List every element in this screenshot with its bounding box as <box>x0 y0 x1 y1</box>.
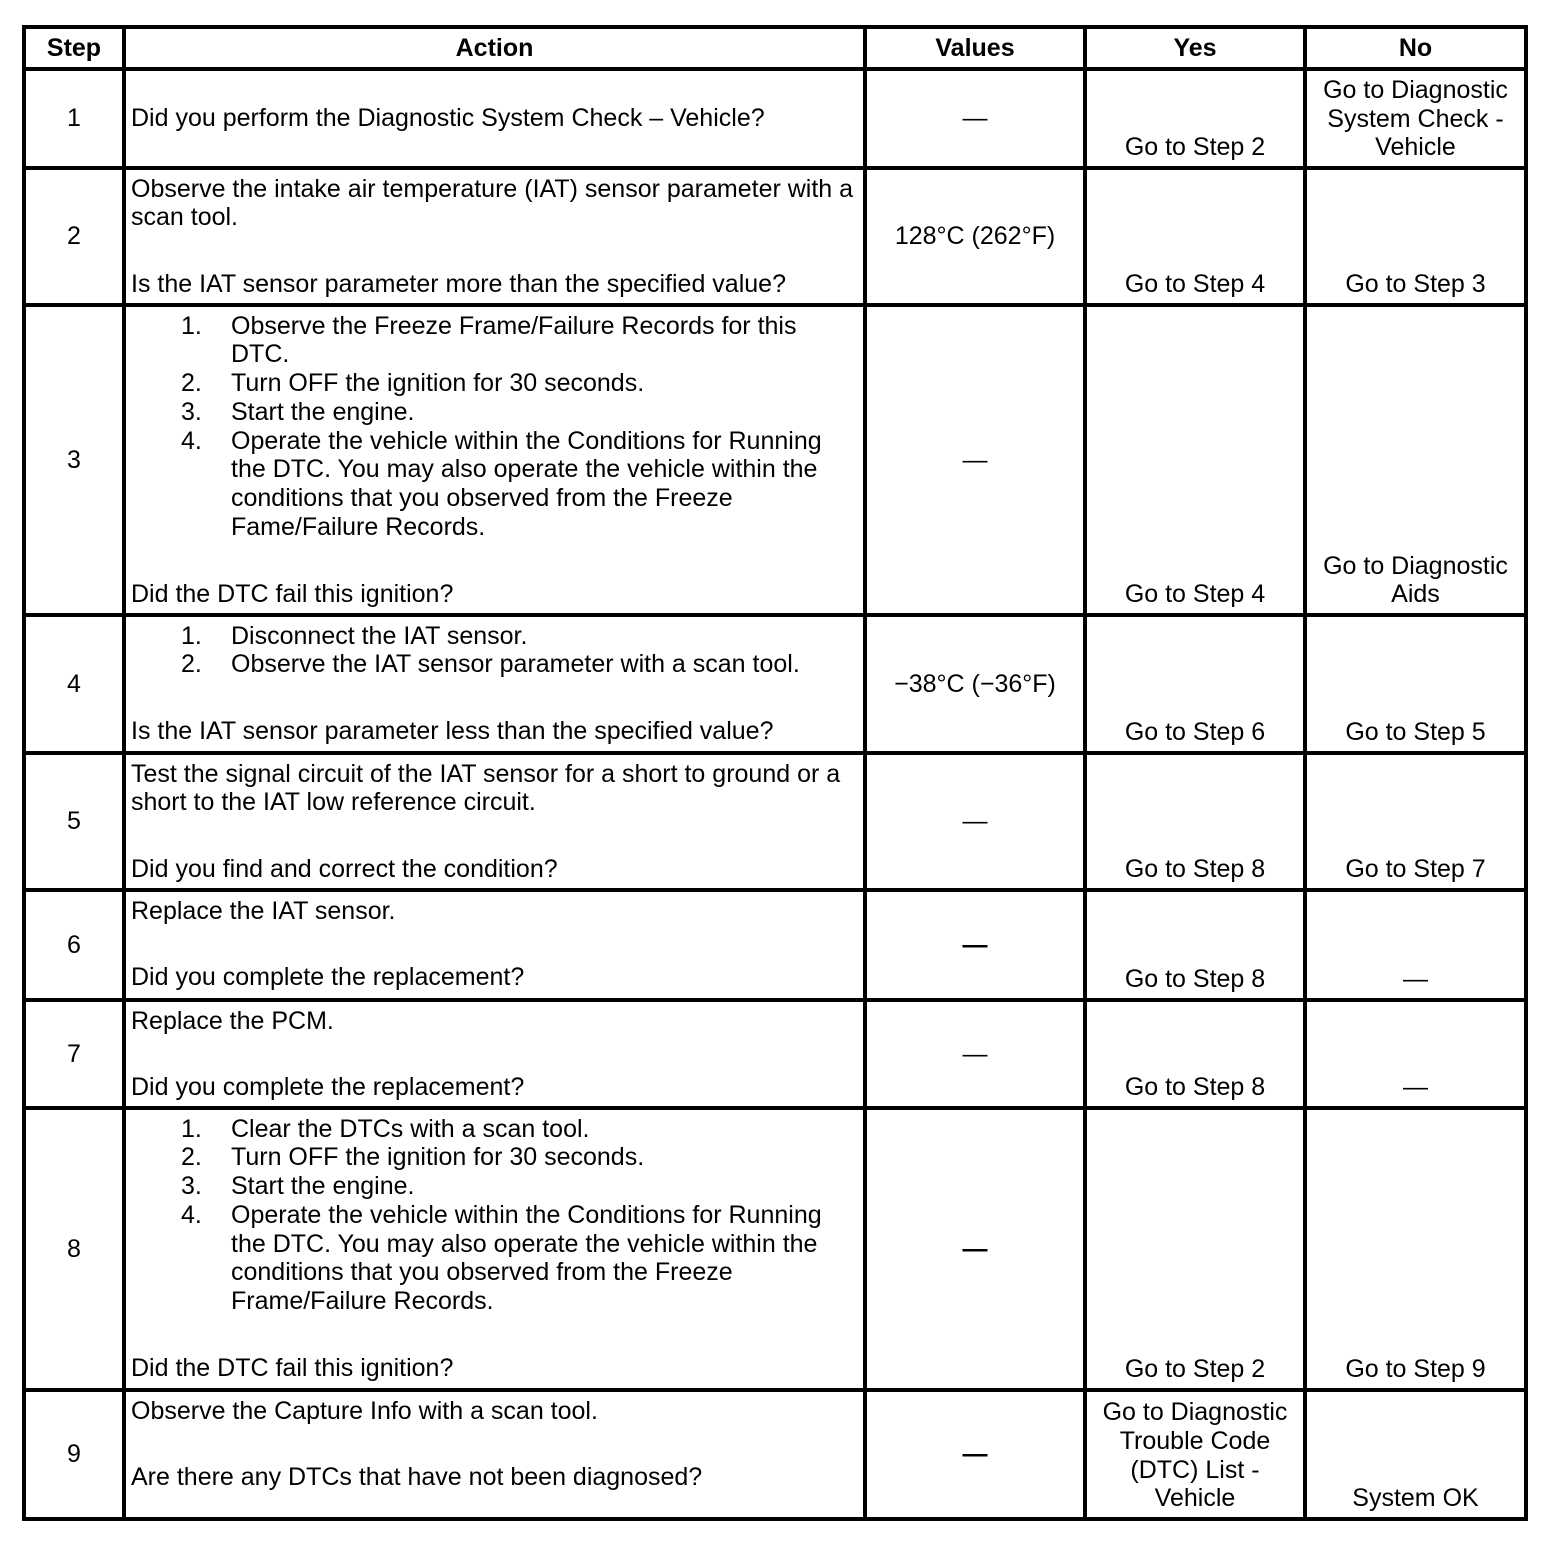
no-cell <box>1307 1392 1524 1517</box>
yes-cell <box>1087 170 1303 303</box>
list-item <box>131 369 861 398</box>
list-text: Operate the vehicle within the Conditions for Running the DTC. You may also operate the vehicle within the conditions that you observed from the Freeze Fame/Failure Records. <box>231 426 822 541</box>
yes-result: Go to Step 2 <box>1124 1355 1266 1384</box>
action-instruction: Replace the IAT sensor. <box>131 896 396 925</box>
yes-result: Go to Step 2 <box>1124 133 1266 162</box>
step-number: 5 <box>67 807 81 836</box>
no-cell <box>1307 170 1524 303</box>
yes-cell <box>1087 71 1303 166</box>
list-text: Start the engine. <box>231 397 415 426</box>
list-text: Turn OFF the ignition for 30 seconds. <box>231 1143 645 1172</box>
spec-value: — <box>962 445 988 474</box>
no-cell <box>1307 1110 1524 1388</box>
spec-value: 128°C (262°F) <box>894 222 1056 251</box>
action-cell <box>126 1392 863 1517</box>
action-cell <box>126 617 863 751</box>
no-cell <box>1307 617 1524 751</box>
yes-cell <box>1087 755 1303 888</box>
action-instruction: Observe the Capture Info with a scan tool. <box>131 1396 598 1425</box>
values-cell <box>867 755 1083 888</box>
list-text: Start the engine. <box>231 1172 415 1200</box>
action-question: Is the IAT sensor parameter less than the specified value? <box>131 717 774 745</box>
yes-cell <box>1087 307 1303 613</box>
list-item <box>131 1143 861 1172</box>
action-steps <box>131 622 861 680</box>
list-number: 1. <box>181 311 202 340</box>
step-cell <box>26 1002 122 1106</box>
action-cell <box>126 1002 863 1106</box>
yes-result: Go to Step 4 <box>1124 580 1266 609</box>
header-step: Step <box>26 29 122 67</box>
list-item <box>131 1115 861 1144</box>
list-item <box>131 312 861 370</box>
list-item <box>131 427 861 542</box>
step-cell <box>26 892 122 998</box>
list-text: Clear the DTCs with a scan tool. <box>231 1114 590 1143</box>
step-cell <box>26 1392 122 1517</box>
action-steps <box>131 312 861 542</box>
list-text: Operate the vehicle within the Conditions for Running the DTC. You may also operate the vehicle within the conditions that you observed from the Freeze Frame/Failure Records. <box>231 1200 822 1315</box>
action-instruction: Replace the PCM. <box>131 1006 334 1035</box>
step-cell <box>26 617 122 751</box>
step-cell <box>26 1110 122 1388</box>
header-yes: Yes <box>1087 29 1303 67</box>
yes-cell <box>1087 1110 1303 1388</box>
spec-value: — <box>962 1039 988 1068</box>
no-result: Go to Diagnostic Aids <box>1323 551 1508 609</box>
list-number: 1. <box>181 1114 202 1143</box>
spec-value: −38°C (−36°F) <box>894 669 1056 698</box>
list-text: Disconnect the IAT sensor. <box>231 621 528 650</box>
action-cell <box>126 755 863 888</box>
action-cell <box>126 307 863 613</box>
list-number: 4. <box>181 426 202 455</box>
step-number: 7 <box>67 1039 81 1068</box>
list-item <box>131 1201 861 1316</box>
values-cell <box>867 71 1083 166</box>
action-question: Are there any DTCs that have not been diagnosed? <box>131 1463 703 1492</box>
yes-result: Go to Step 4 <box>1124 270 1266 299</box>
values-cell <box>867 1110 1083 1388</box>
spec-value: — <box>962 1234 988 1263</box>
header-values: Values <box>867 29 1083 67</box>
step-number: 1 <box>67 104 81 133</box>
no-result: Go to Step 9 <box>1345 1355 1486 1384</box>
action-question: Did you complete the replacement? <box>131 1073 525 1102</box>
values-cell <box>867 1002 1083 1106</box>
no-cell <box>1307 1002 1524 1106</box>
yes-result: Go to Step 8 <box>1124 965 1266 994</box>
values-cell <box>867 617 1083 751</box>
values-cell <box>867 307 1083 613</box>
step-cell <box>26 307 122 613</box>
yes-result: Go to Step 6 <box>1124 718 1266 747</box>
values-cell <box>867 170 1083 303</box>
list-item <box>131 398 861 427</box>
action-instruction: Observe the intake air temperature (IAT) sensor parameter with a scan tool. <box>131 174 854 232</box>
step-number: 9 <box>67 1440 81 1469</box>
list-number: 2. <box>181 369 202 397</box>
values-cell <box>867 892 1083 998</box>
header-action: Action <box>126 29 863 67</box>
list-text: Observe the IAT sensor parameter with a scan tool. <box>231 650 800 679</box>
yes-cell <box>1087 1392 1303 1517</box>
list-number: 3. <box>181 1172 202 1200</box>
list-text: Turn OFF the ignition for 30 seconds. <box>231 369 645 397</box>
no-result: — <box>1403 965 1428 994</box>
step-number: 6 <box>67 930 81 959</box>
action-cell <box>126 1110 863 1388</box>
yes-cell <box>1087 617 1303 751</box>
step-cell <box>26 755 122 888</box>
action-cell <box>126 892 863 998</box>
yes-result: Go to Step 8 <box>1124 855 1266 884</box>
action-cell <box>126 71 863 166</box>
step-number: 4 <box>67 669 81 698</box>
action-instruction: Test the signal circuit of the IAT sensor for a short to ground or a short to the IAT low reference circuit. <box>131 759 841 817</box>
no-cell <box>1307 71 1524 166</box>
step-number: 2 <box>67 222 81 251</box>
action-question: Did you complete the replacement? <box>131 963 525 992</box>
no-result: Go to Diagnostic System Check - Vehicle <box>1323 75 1508 162</box>
spec-value: — <box>962 104 988 133</box>
action-steps <box>131 1115 861 1316</box>
yes-result: Go to Step 8 <box>1124 1073 1266 1102</box>
spec-value: — <box>962 930 988 959</box>
list-number: 3. <box>181 397 202 426</box>
no-result: — <box>1403 1073 1428 1102</box>
list-text: Observe the Freeze Frame/Failure Records for this DTC. <box>231 311 797 369</box>
no-result: Go to Step 3 <box>1345 270 1486 299</box>
list-number: 4. <box>181 1200 202 1229</box>
yes-result: Go to Diagnostic Trouble Code (DTC) List - Vehicle <box>1102 1398 1288 1513</box>
spec-value: — <box>962 807 988 836</box>
action-question: Did you find and correct the condition? <box>131 855 558 883</box>
action-question: Did the DTC fail this ignition? <box>131 579 454 608</box>
values-cell <box>867 1392 1083 1517</box>
action-question: Is the IAT sensor parameter more than the specified value? <box>131 270 786 298</box>
no-cell <box>1307 755 1524 888</box>
step-number: 8 <box>67 1234 81 1263</box>
no-result: System OK <box>1352 1484 1479 1513</box>
list-number: 1. <box>181 621 202 650</box>
list-item <box>131 1172 861 1201</box>
action-question: Did you perform the Diagnostic System Check – Vehicle? <box>131 104 765 133</box>
header-no: No <box>1307 29 1524 67</box>
list-number: 2. <box>181 650 202 679</box>
step-number: 3 <box>67 445 81 474</box>
step-cell <box>26 170 122 303</box>
action-question: Did the DTC fail this ignition? <box>131 1353 454 1382</box>
diagnostic-table <box>22 25 1528 1521</box>
no-cell <box>1307 307 1524 613</box>
no-result: Go to Step 5 <box>1345 718 1486 747</box>
action-cell <box>126 170 863 303</box>
yes-cell <box>1087 892 1303 998</box>
list-number: 2. <box>181 1143 202 1172</box>
spec-value: — <box>962 1440 988 1469</box>
no-cell <box>1307 892 1524 998</box>
list-item <box>131 622 861 651</box>
yes-cell <box>1087 1002 1303 1106</box>
no-result: Go to Step 7 <box>1345 855 1486 884</box>
step-cell <box>26 71 122 166</box>
list-item <box>131 650 861 679</box>
